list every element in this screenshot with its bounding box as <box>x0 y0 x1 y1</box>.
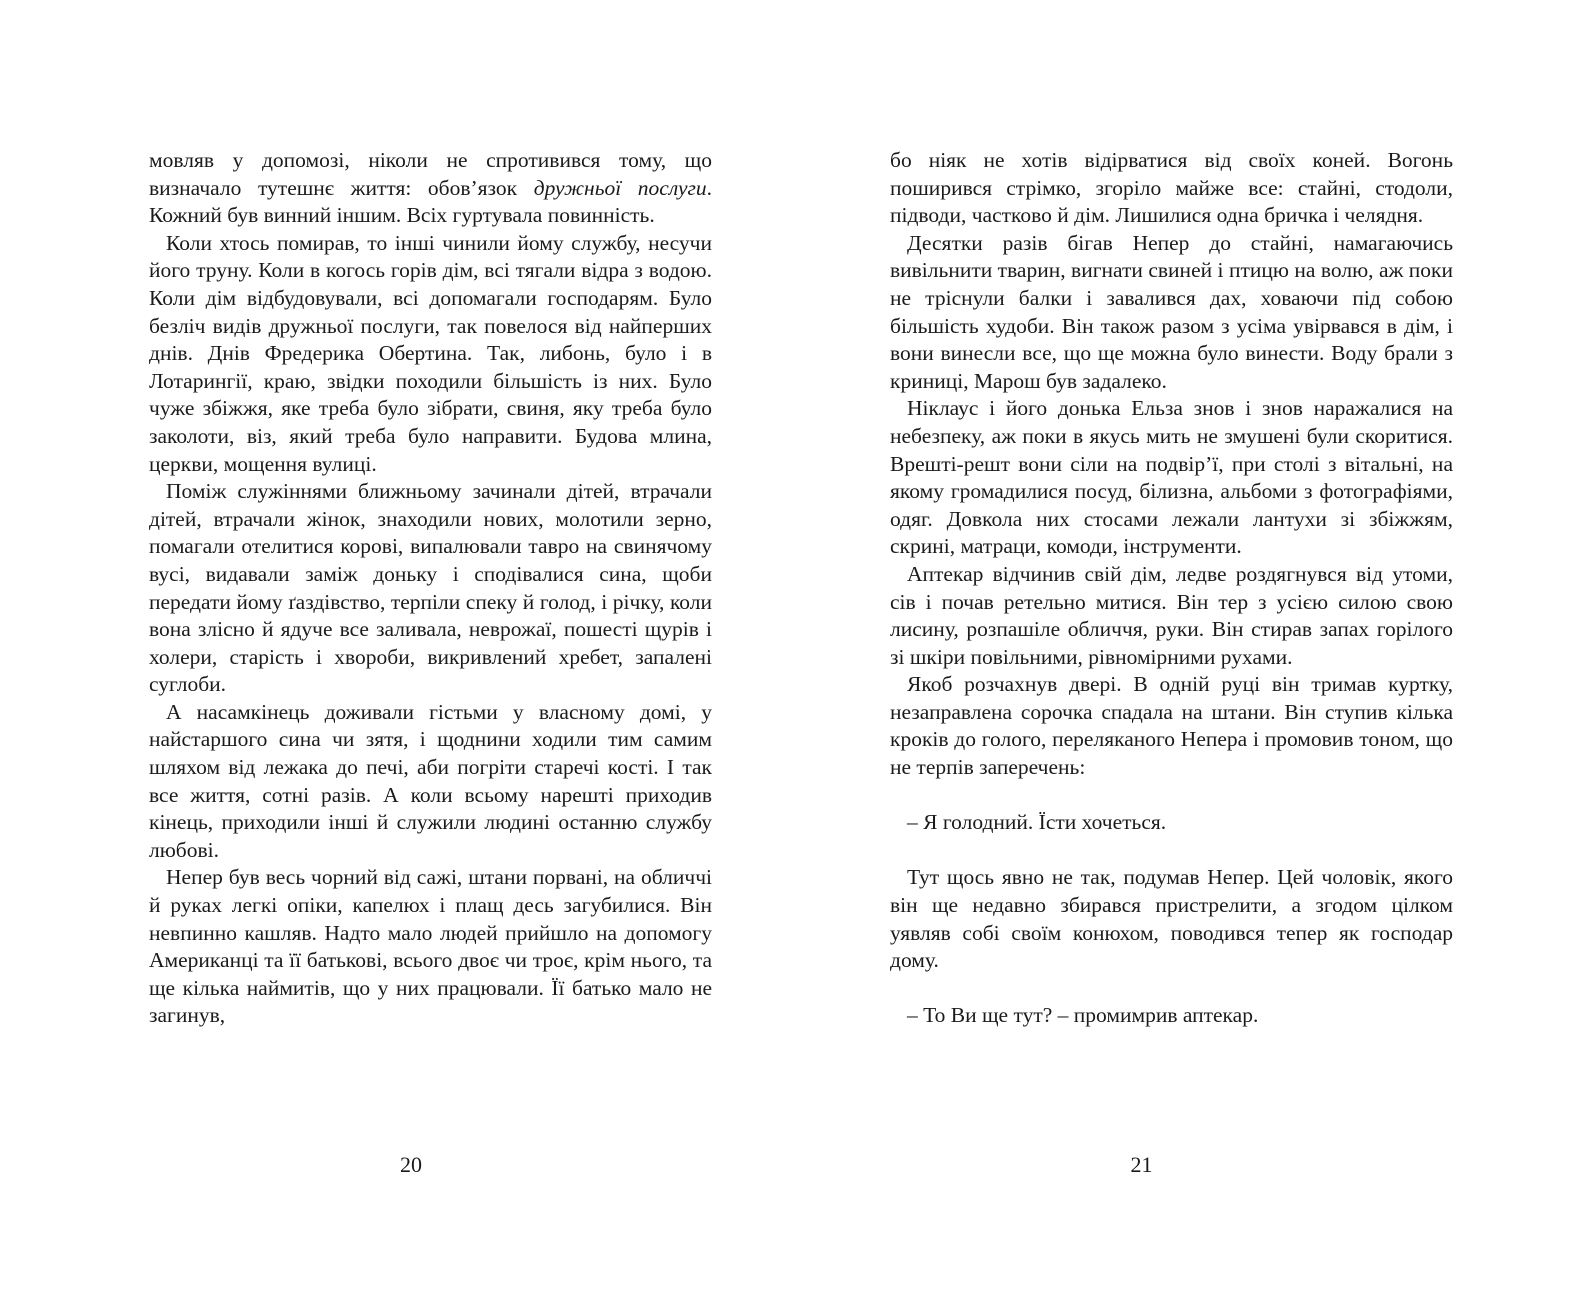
dialog-line-2: – То Ви ще тут? – промимрив аптекар. <box>907 1003 1259 1028</box>
paragraph-5: Якоб розчахнув двері. В одній руці він тримав куртку, незаправлена сорочка спадала на штани. Він ступив кілька кроків до голого, переляканого Непера і промовив тоном, що не терпів заперечень: <box>890 672 1453 780</box>
left-page-text <box>149 147 712 1030</box>
spacer <box>890 782 1453 810</box>
page-number-right: 21 <box>1130 1152 1153 1177</box>
paragraph-3: Поміж служіннями ближньому зачинали дітей, втрачали дітей, втрачали жінок, знаходили нових, молотили зерно, помагали отелитися корові, випалювали тавро на свинячому вусі, видавали заміж доньку і сподівалися сина, щоби передати йому ґаздівство, терпіли спеку й голод, і річку, коли вона злісно й ядуче все заливала, неврожаї, пошесті щурів і холери, старість і хвороби, викривлений хребет, запалені суглоби. <box>149 479 712 697</box>
paragraph-1-tail: . Кожний був винний іншим. Всіх гуртувала повинність. <box>149 175 712 228</box>
paragraph-5: Непер був весь чорний від сажі, штани порвані, на обличчі й руках легкі опіки, капелюх і плащ десь загубилися. Він невпинно кашляв. Надто мало людей прийшло на допомогу Американці та її батькові, всього двоє чи троє, крім нього, та ще кілька наймитів, що у них працювали. Її батько мало не загинув, <box>149 865 712 1028</box>
paragraph-3: Ніклаус і його донька Ельза знов і знов наражалися на небезпеку, аж поки в якусь мить не змушені були скоритися. Врешті-решт вони сіли на подвір’ї, при столі з вітальні, на якому громадилися посуд, білизна, альбоми з фотографіями, одяг. Довкола них стосами лежали лантухи зі збіжжям, скрині, матраци, комоди, інструменти. <box>890 396 1453 559</box>
right-page-text <box>890 147 1453 1030</box>
paragraph-4: А насамкінець доживали гістьми у власному домі, у найстаршого сина чи зятя, і щоднини ходили тим самим шляхом від лежака до печі, аби погріти старечі кості. І так все життя, сотні разів. А коли всьому нарешті приходив кінець, приходили інші й служили людині останню службу любові. <box>149 699 712 862</box>
dialog-line-1: – Я голодний. Їсти хочеться. <box>907 810 1167 835</box>
right-page <box>797 0 1594 1299</box>
paragraph-2: Десятки разів бігав Непер до стайні, намагаючись вивільнити тварин, вигнати свиней і птицю на волю, аж поки не тріснули балки і завалився дах, ховаючи під собою більшість худоби. Він також разом з усіма увірвався в дім, і вони винесли все, що ще можна було винести. Воду брали з криниці, Марош був задалеко. <box>890 230 1453 393</box>
spacer <box>890 837 1453 865</box>
paragraph-4: Аптекар відчинив свій дім, ледве роздягнувся від утоми, сів і почав ретельно митися. Він тер з усією силою свою лисину, розпашіле обличчя, руки. Він стирав запах горілого зі шкіри повільними, рівномірними рухами. <box>890 561 1453 669</box>
spacer <box>890 975 1453 1003</box>
paragraph-1: бо ніяк не хотів відірватися від своїх коней. Вогонь поширився стрімко, згоріло майже все: стайні, стодоли, підводи, частково й дім. Лишилися одна бричка і челядня. <box>890 148 1453 228</box>
paragraph-1 <box>149 147 712 230</box>
paragraph-2: Коли хтось помирав, то інші чинили йому службу, несучи його труну. Коли в когось горів дім, всі тягали відра з водою. Коли дім відбудовували, всі допомагали господарям. Було безліч видів дружньої послуги, так повелося від найперших днів. Днів Фредерика Обертина. Так, либонь, було і в Лотарингії, краю, звідки походили більшість із них. Було чуже збіжжя, яке треба було зібрати, свиня, яку треба було заколоти, віз, який треба було направити. Будова млина, церкви, мощення вулиці. <box>149 230 712 476</box>
italic-phrase: дружньої послуги <box>533 175 707 200</box>
page-number-left: 20 <box>400 1152 422 1177</box>
paragraph-6: Тут щось явно не так, подумав Непер. Цей чоловік, якого він ще недавно збирався пристрелити, а згодом цілком уявляв собі своїм конюхом, поводився тепер як господар дому. <box>890 865 1453 973</box>
paragraph-1-lead: мовляв у допомозі, ніколи не спротивився тому, що визначало тутешнє життя: обов’язок <box>149 148 712 200</box>
